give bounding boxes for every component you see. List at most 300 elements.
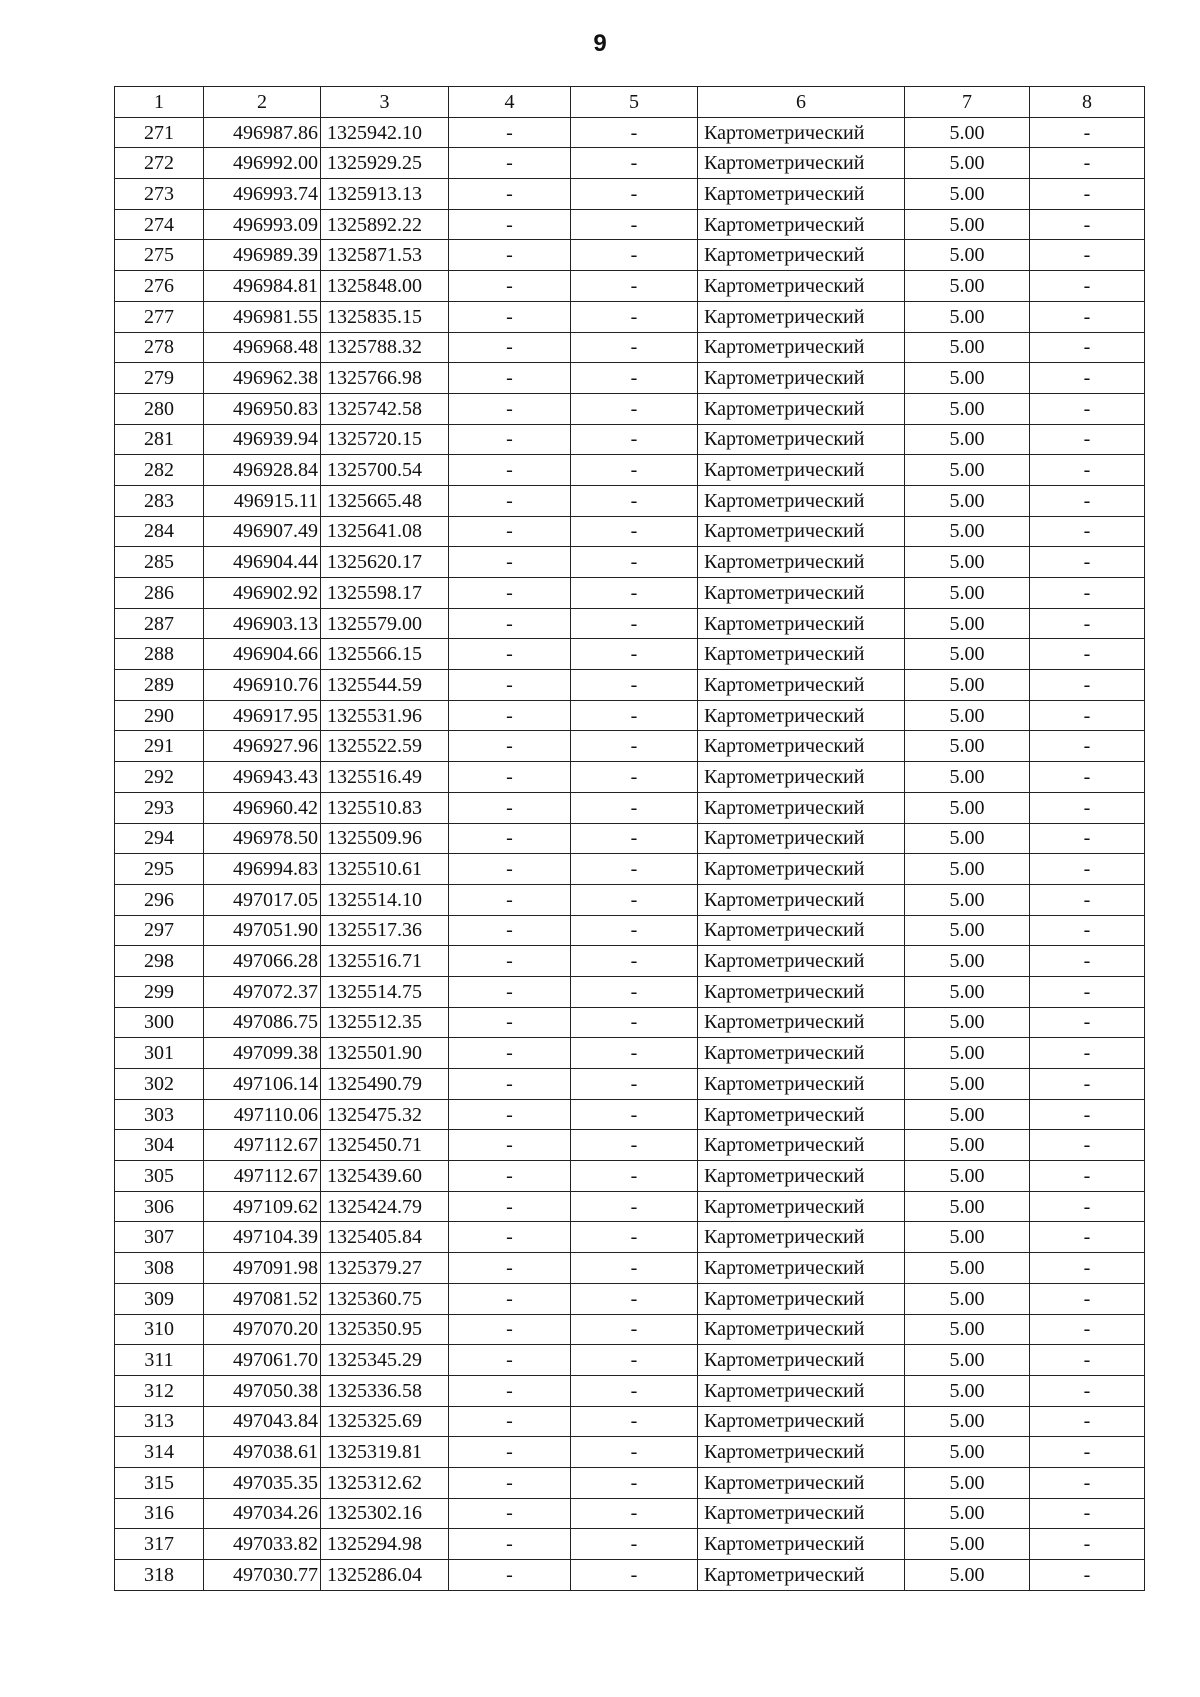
y-coordinate-cell: 1325336.58 <box>321 1375 449 1406</box>
y-coordinate-cell: 1325516.71 <box>321 946 449 977</box>
x-coordinate-cell: 497066.28 <box>204 946 321 977</box>
column-5-cell: - <box>571 1099 698 1130</box>
point-number-cell: 304 <box>115 1130 204 1161</box>
column-8-cell: - <box>1030 1314 1145 1345</box>
column-5-cell: - <box>571 117 698 148</box>
column-header: 1 <box>115 87 204 118</box>
column-8-cell: - <box>1030 1099 1145 1130</box>
point-number-cell: 308 <box>115 1253 204 1284</box>
table-row <box>115 1437 1145 1468</box>
column-8-cell: - <box>1030 363 1145 394</box>
point-number-cell: 278 <box>115 332 204 363</box>
y-coordinate-cell: 1325929.25 <box>321 148 449 179</box>
method-cell: Картометрический <box>698 363 905 394</box>
column-4-cell: - <box>449 1191 571 1222</box>
column-8-cell: - <box>1030 148 1145 179</box>
y-coordinate-cell: 1325450.71 <box>321 1130 449 1161</box>
x-coordinate-cell: 496978.50 <box>204 823 321 854</box>
column-4-cell: - <box>449 1345 571 1376</box>
y-coordinate-cell: 1325319.81 <box>321 1437 449 1468</box>
y-coordinate-cell: 1325379.27 <box>321 1253 449 1284</box>
column-header: 2 <box>204 87 321 118</box>
accuracy-cell: 5.00 <box>905 1283 1030 1314</box>
x-coordinate-cell: 496981.55 <box>204 301 321 332</box>
point-number-cell: 282 <box>115 455 204 486</box>
x-coordinate-cell: 497086.75 <box>204 1007 321 1038</box>
table-row <box>115 455 1145 486</box>
accuracy-cell: 5.00 <box>905 148 1030 179</box>
column-4-cell: - <box>449 240 571 271</box>
accuracy-cell: 5.00 <box>905 700 1030 731</box>
column-5-cell: - <box>571 1406 698 1437</box>
y-coordinate-cell: 1325490.79 <box>321 1069 449 1100</box>
column-8-cell: - <box>1030 1038 1145 1069</box>
column-8-cell: - <box>1030 1222 1145 1253</box>
column-8-cell: - <box>1030 915 1145 946</box>
table-row <box>115 915 1145 946</box>
method-cell: Картометрический <box>698 393 905 424</box>
accuracy-cell: 5.00 <box>905 1529 1030 1560</box>
x-coordinate-cell: 497091.98 <box>204 1253 321 1284</box>
method-cell: Картометрический <box>698 1283 905 1314</box>
accuracy-cell: 5.00 <box>905 915 1030 946</box>
accuracy-cell: 5.00 <box>905 1161 1030 1192</box>
x-coordinate-cell: 497035.35 <box>204 1467 321 1498</box>
point-number-cell: 287 <box>115 608 204 639</box>
x-coordinate-cell: 496992.00 <box>204 148 321 179</box>
column-8-cell: - <box>1030 731 1145 762</box>
column-4-cell: - <box>449 301 571 332</box>
accuracy-cell: 5.00 <box>905 1406 1030 1437</box>
x-coordinate-cell: 496927.96 <box>204 731 321 762</box>
column-4-cell: - <box>449 1099 571 1130</box>
x-coordinate-cell: 496928.84 <box>204 455 321 486</box>
accuracy-cell: 5.00 <box>905 516 1030 547</box>
column-8-cell: - <box>1030 1283 1145 1314</box>
column-8-cell: - <box>1030 946 1145 977</box>
column-5-cell: - <box>571 1191 698 1222</box>
column-5-cell: - <box>571 854 698 885</box>
x-coordinate-cell: 497061.70 <box>204 1345 321 1376</box>
column-8-cell: - <box>1030 639 1145 670</box>
table-row <box>115 792 1145 823</box>
y-coordinate-cell: 1325509.96 <box>321 823 449 854</box>
column-8-cell: - <box>1030 578 1145 609</box>
column-8-cell: - <box>1030 1069 1145 1100</box>
method-cell: Картометрический <box>698 946 905 977</box>
table-row <box>115 1314 1145 1345</box>
method-cell: Картометрический <box>698 1498 905 1529</box>
column-8-cell: - <box>1030 117 1145 148</box>
table-row <box>115 1222 1145 1253</box>
point-number-cell: 291 <box>115 731 204 762</box>
column-4-cell: - <box>449 1069 571 1100</box>
table-row <box>115 393 1145 424</box>
column-5-cell: - <box>571 731 698 762</box>
column-4-cell: - <box>449 700 571 731</box>
method-cell: Картометрический <box>698 608 905 639</box>
method-cell: Картометрический <box>698 1253 905 1284</box>
column-header: 5 <box>571 87 698 118</box>
x-coordinate-cell: 496968.48 <box>204 332 321 363</box>
method-cell: Картометрический <box>698 854 905 885</box>
column-5-cell: - <box>571 1038 698 1069</box>
method-cell: Картометрический <box>698 1345 905 1376</box>
point-number-cell: 293 <box>115 792 204 823</box>
accuracy-cell: 5.00 <box>905 1130 1030 1161</box>
column-8-cell: - <box>1030 854 1145 885</box>
point-number-cell: 273 <box>115 179 204 210</box>
table-row <box>115 1375 1145 1406</box>
column-5-cell: - <box>571 301 698 332</box>
column-5-cell: - <box>571 209 698 240</box>
column-4-cell: - <box>449 1498 571 1529</box>
point-number-cell: 314 <box>115 1437 204 1468</box>
y-coordinate-cell: 1325501.90 <box>321 1038 449 1069</box>
column-5-cell: - <box>571 792 698 823</box>
column-4-cell: - <box>449 731 571 762</box>
accuracy-cell: 5.00 <box>905 209 1030 240</box>
accuracy-cell: 5.00 <box>905 332 1030 363</box>
column-8-cell: - <box>1030 393 1145 424</box>
table-row <box>115 1099 1145 1130</box>
point-number-cell: 284 <box>115 516 204 547</box>
y-coordinate-cell: 1325350.95 <box>321 1314 449 1345</box>
x-coordinate-cell: 496989.39 <box>204 240 321 271</box>
column-4-cell: - <box>449 393 571 424</box>
column-8-cell: - <box>1030 608 1145 639</box>
column-8-cell: - <box>1030 424 1145 455</box>
table-row <box>115 762 1145 793</box>
method-cell: Картометрический <box>698 1406 905 1437</box>
method-cell: Картометрический <box>698 670 905 701</box>
accuracy-cell: 5.00 <box>905 1314 1030 1345</box>
method-cell: Картометрический <box>698 578 905 609</box>
method-cell: Картометрический <box>698 209 905 240</box>
point-number-cell: 302 <box>115 1069 204 1100</box>
method-cell: Картометрический <box>698 1099 905 1130</box>
point-number-cell: 296 <box>115 884 204 915</box>
point-number-cell: 275 <box>115 240 204 271</box>
y-coordinate-cell: 1325871.53 <box>321 240 449 271</box>
point-number-cell: 283 <box>115 485 204 516</box>
point-number-cell: 303 <box>115 1099 204 1130</box>
accuracy-cell: 5.00 <box>905 455 1030 486</box>
method-cell: Картометрический <box>698 117 905 148</box>
accuracy-cell: 5.00 <box>905 762 1030 793</box>
column-5-cell: - <box>571 823 698 854</box>
column-5-cell: - <box>571 1069 698 1100</box>
column-8-cell: - <box>1030 547 1145 578</box>
column-8-cell: - <box>1030 516 1145 547</box>
y-coordinate-cell: 1325766.98 <box>321 363 449 394</box>
column-5-cell: - <box>571 363 698 394</box>
column-5-cell: - <box>571 1314 698 1345</box>
x-coordinate-cell: 497038.61 <box>204 1437 321 1468</box>
column-4-cell: - <box>449 424 571 455</box>
table-row <box>115 884 1145 915</box>
column-8-cell: - <box>1030 884 1145 915</box>
accuracy-cell: 5.00 <box>905 639 1030 670</box>
method-cell: Картометрический <box>698 884 905 915</box>
column-4-cell: - <box>449 1560 571 1591</box>
table-row <box>115 1406 1145 1437</box>
table-row <box>115 639 1145 670</box>
method-cell: Картометрический <box>698 731 905 762</box>
x-coordinate-cell: 496987.86 <box>204 117 321 148</box>
table-row <box>115 485 1145 516</box>
column-8-cell: - <box>1030 700 1145 731</box>
table-row <box>115 823 1145 854</box>
table-row <box>115 608 1145 639</box>
method-cell: Картометрический <box>698 547 905 578</box>
column-4-cell: - <box>449 1467 571 1498</box>
column-header: 7 <box>905 87 1030 118</box>
point-number-cell: 277 <box>115 301 204 332</box>
column-8-cell: - <box>1030 1437 1145 1468</box>
column-4-cell: - <box>449 332 571 363</box>
accuracy-cell: 5.00 <box>905 1560 1030 1591</box>
x-coordinate-cell: 496993.09 <box>204 209 321 240</box>
table-row <box>115 946 1145 977</box>
column-8-cell: - <box>1030 301 1145 332</box>
column-4-cell: - <box>449 915 571 946</box>
y-coordinate-cell: 1325302.16 <box>321 1498 449 1529</box>
column-4-cell: - <box>449 792 571 823</box>
table-row <box>115 1498 1145 1529</box>
column-8-cell: - <box>1030 792 1145 823</box>
column-4-cell: - <box>449 209 571 240</box>
y-coordinate-cell: 1325598.17 <box>321 578 449 609</box>
point-number-cell: 309 <box>115 1283 204 1314</box>
column-5-cell: - <box>571 485 698 516</box>
column-8-cell: - <box>1030 1467 1145 1498</box>
accuracy-cell: 5.00 <box>905 731 1030 762</box>
x-coordinate-cell: 497051.90 <box>204 915 321 946</box>
method-cell: Картометрический <box>698 1069 905 1100</box>
table-body <box>115 117 1145 1590</box>
x-coordinate-cell: 496984.81 <box>204 271 321 302</box>
y-coordinate-cell: 1325579.00 <box>321 608 449 639</box>
x-coordinate-cell: 496962.38 <box>204 363 321 394</box>
method-cell: Картометрический <box>698 1314 905 1345</box>
column-5-cell: - <box>571 976 698 1007</box>
x-coordinate-cell: 496907.49 <box>204 516 321 547</box>
table-row <box>115 363 1145 394</box>
table-row <box>115 1467 1145 1498</box>
x-coordinate-cell: 497112.67 <box>204 1130 321 1161</box>
column-5-cell: - <box>571 455 698 486</box>
table-row <box>115 1345 1145 1376</box>
y-coordinate-cell: 1325424.79 <box>321 1191 449 1222</box>
y-coordinate-cell: 1325620.17 <box>321 547 449 578</box>
column-4-cell: - <box>449 578 571 609</box>
x-coordinate-cell: 497017.05 <box>204 884 321 915</box>
column-8-cell: - <box>1030 1560 1145 1591</box>
accuracy-cell: 5.00 <box>905 578 1030 609</box>
column-4-cell: - <box>449 884 571 915</box>
y-coordinate-cell: 1325720.15 <box>321 424 449 455</box>
column-5-cell: - <box>571 1529 698 1560</box>
column-4-cell: - <box>449 608 571 639</box>
method-cell: Картометрический <box>698 1529 905 1560</box>
column-5-cell: - <box>571 1375 698 1406</box>
accuracy-cell: 5.00 <box>905 976 1030 1007</box>
point-number-cell: 316 <box>115 1498 204 1529</box>
table-row <box>115 578 1145 609</box>
method-cell: Картометрический <box>698 1038 905 1069</box>
x-coordinate-cell: 496917.95 <box>204 700 321 731</box>
accuracy-cell: 5.00 <box>905 1099 1030 1130</box>
method-cell: Картометрический <box>698 240 905 271</box>
accuracy-cell: 5.00 <box>905 1498 1030 1529</box>
y-coordinate-cell: 1325942.10 <box>321 117 449 148</box>
accuracy-cell: 5.00 <box>905 1437 1030 1468</box>
y-coordinate-cell: 1325566.15 <box>321 639 449 670</box>
accuracy-cell: 5.00 <box>905 1007 1030 1038</box>
column-5-cell: - <box>571 240 698 271</box>
point-number-cell: 313 <box>115 1406 204 1437</box>
header-row <box>115 87 1145 118</box>
column-4-cell: - <box>449 117 571 148</box>
column-4-cell: - <box>449 1283 571 1314</box>
method-cell: Картометрический <box>698 1007 905 1038</box>
point-number-cell: 272 <box>115 148 204 179</box>
table-row <box>115 271 1145 302</box>
table-row <box>115 424 1145 455</box>
point-number-cell: 300 <box>115 1007 204 1038</box>
column-8-cell: - <box>1030 485 1145 516</box>
method-cell: Картометрический <box>698 455 905 486</box>
column-5-cell: - <box>571 1007 698 1038</box>
point-number-cell: 310 <box>115 1314 204 1345</box>
x-coordinate-cell: 496943.43 <box>204 762 321 793</box>
column-8-cell: - <box>1030 762 1145 793</box>
column-4-cell: - <box>449 946 571 977</box>
column-8-cell: - <box>1030 823 1145 854</box>
x-coordinate-cell: 496994.83 <box>204 854 321 885</box>
column-5-cell: - <box>571 424 698 455</box>
column-8-cell: - <box>1030 179 1145 210</box>
column-4-cell: - <box>449 854 571 885</box>
accuracy-cell: 5.00 <box>905 393 1030 424</box>
point-number-cell: 280 <box>115 393 204 424</box>
table-row <box>115 1191 1145 1222</box>
accuracy-cell: 5.00 <box>905 1069 1030 1100</box>
method-cell: Картометрический <box>698 1375 905 1406</box>
table-row <box>115 240 1145 271</box>
table-row <box>115 854 1145 885</box>
column-4-cell: - <box>449 148 571 179</box>
accuracy-cell: 5.00 <box>905 271 1030 302</box>
method-cell: Картометрический <box>698 271 905 302</box>
accuracy-cell: 5.00 <box>905 854 1030 885</box>
table-row <box>115 1253 1145 1284</box>
accuracy-cell: 5.00 <box>905 424 1030 455</box>
column-8-cell: - <box>1030 976 1145 1007</box>
column-5-cell: - <box>571 608 698 639</box>
accuracy-cell: 5.00 <box>905 823 1030 854</box>
point-number-cell: 299 <box>115 976 204 1007</box>
point-number-cell: 286 <box>115 578 204 609</box>
method-cell: Картометрический <box>698 1130 905 1161</box>
y-coordinate-cell: 1325514.10 <box>321 884 449 915</box>
table-row <box>115 148 1145 179</box>
accuracy-cell: 5.00 <box>905 1222 1030 1253</box>
x-coordinate-cell: 497110.06 <box>204 1099 321 1130</box>
column-5-cell: - <box>571 915 698 946</box>
column-4-cell: - <box>449 485 571 516</box>
x-coordinate-cell: 497030.77 <box>204 1560 321 1591</box>
point-number-cell: 285 <box>115 547 204 578</box>
table-row <box>115 976 1145 1007</box>
column-5-cell: - <box>571 547 698 578</box>
x-coordinate-cell: 496910.76 <box>204 670 321 701</box>
y-coordinate-cell: 1325641.08 <box>321 516 449 547</box>
y-coordinate-cell: 1325405.84 <box>321 1222 449 1253</box>
point-number-cell: 281 <box>115 424 204 455</box>
point-number-cell: 298 <box>115 946 204 977</box>
accuracy-cell: 5.00 <box>905 1467 1030 1498</box>
x-coordinate-cell: 496939.94 <box>204 424 321 455</box>
column-5-cell: - <box>571 1437 698 1468</box>
column-5-cell: - <box>571 639 698 670</box>
column-5-cell: - <box>571 946 698 977</box>
column-8-cell: - <box>1030 1253 1145 1284</box>
y-coordinate-cell: 1325325.69 <box>321 1406 449 1437</box>
column-4-cell: - <box>449 1529 571 1560</box>
accuracy-cell: 5.00 <box>905 1375 1030 1406</box>
column-4-cell: - <box>449 271 571 302</box>
column-8-cell: - <box>1030 1406 1145 1437</box>
accuracy-cell: 5.00 <box>905 608 1030 639</box>
point-number-cell: 318 <box>115 1560 204 1591</box>
x-coordinate-cell: 497034.26 <box>204 1498 321 1529</box>
column-4-cell: - <box>449 363 571 394</box>
column-8-cell: - <box>1030 1007 1145 1038</box>
column-4-cell: - <box>449 179 571 210</box>
column-5-cell: - <box>571 271 698 302</box>
table-row <box>115 731 1145 762</box>
table-row <box>115 1130 1145 1161</box>
column-5-cell: - <box>571 1467 698 1498</box>
y-coordinate-cell: 1325544.59 <box>321 670 449 701</box>
table-row <box>115 1038 1145 1069</box>
method-cell: Картометрический <box>698 976 905 1007</box>
x-coordinate-cell: 497033.82 <box>204 1529 321 1560</box>
column-8-cell: - <box>1030 1191 1145 1222</box>
column-4-cell: - <box>449 1253 571 1284</box>
x-coordinate-cell: 496993.74 <box>204 179 321 210</box>
column-4-cell: - <box>449 1222 571 1253</box>
accuracy-cell: 5.00 <box>905 884 1030 915</box>
point-number-cell: 274 <box>115 209 204 240</box>
x-coordinate-cell: 496902.92 <box>204 578 321 609</box>
column-4-cell: - <box>449 823 571 854</box>
method-cell: Картометрический <box>698 1222 905 1253</box>
table-row <box>115 516 1145 547</box>
column-header: 3 <box>321 87 449 118</box>
x-coordinate-cell: 496904.66 <box>204 639 321 670</box>
x-coordinate-cell: 496915.11 <box>204 485 321 516</box>
x-coordinate-cell: 497099.38 <box>204 1038 321 1069</box>
column-4-cell: - <box>449 455 571 486</box>
method-cell: Картометрический <box>698 1191 905 1222</box>
point-number-cell: 294 <box>115 823 204 854</box>
column-4-cell: - <box>449 762 571 793</box>
accuracy-cell: 5.00 <box>905 1253 1030 1284</box>
table-row <box>115 1283 1145 1314</box>
